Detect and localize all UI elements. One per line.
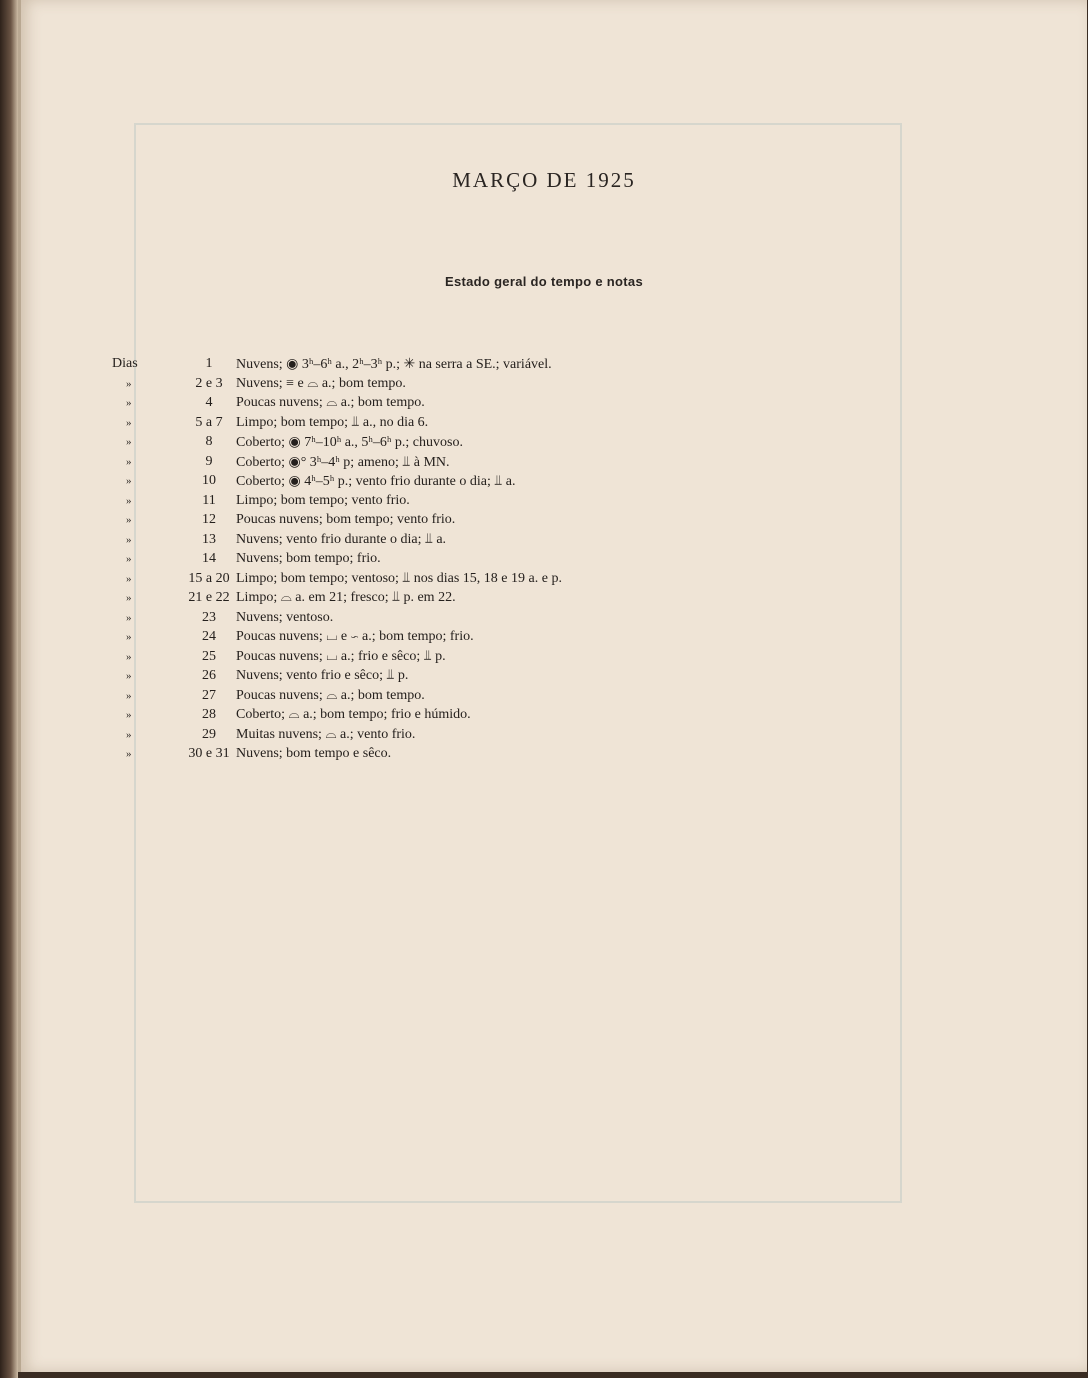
list-item [112,376,712,396]
row-day: 5 a 7 [195,414,223,430]
row-marker: » [126,494,132,507]
row-note: Coberto; ⌓ a.; bom tempo; frio e húmido. [236,707,471,722]
row-marker: » [126,455,132,468]
row-note: Muitas nuvens; ⌓ a.; vento frio. [236,726,416,742]
row-marker: » [126,670,132,682]
list-item [112,590,712,610]
row-marker: » [126,397,132,409]
row-note: Nuvens; ◉ 3ʰ–6ʰ a., 2ʰ–3ʰ p.; ✳ na serra a SE.; variável. [236,357,552,372]
row-day: 1 [205,356,213,371]
row-marker: » [126,514,132,526]
row-note: Limpo; bom tempo; vento frio. [236,492,410,508]
row-day: 27 [202,687,216,703]
row-note: Nuvens; bom tempo e sêco. [236,746,392,761]
row-note: Limpo; bom tempo; ventoso; ⫫ nos dias 15, 18 e 19 a. e p. [236,570,562,586]
row-marker: » [126,475,132,487]
row-note: Coberto; ◉° 3ʰ–4ʰ p; ameno; ⫫ à MN. [236,454,450,470]
row-marker: » [126,533,132,546]
list-item [112,571,712,591]
row-day: 13 [202,531,216,547]
row-note: Poucas nuvens; ⌴ e ∽ a.; bom tempo; frio. [236,629,474,644]
list-item [112,746,712,766]
list-item [112,395,712,415]
row-marker: » [126,377,132,390]
row-marker: Dias [112,356,138,371]
row-note: Nuvens; ventoso. [236,609,334,625]
row-day: 11 [202,492,216,508]
row-note: Poucas nuvens; bom tempo; vento frio. [236,512,456,527]
row-day: 15 a 20 [188,570,230,586]
row-marker: » [126,650,132,663]
list-item [112,649,712,669]
row-note: Poucas nuvens; ⌓ a.; bom tempo. [236,687,425,703]
row-note: Limpo; ⌓ a. em 21; fresco; ⫫ p. em 22. [236,590,456,605]
row-marker: » [126,709,132,721]
row-note: Poucas nuvens; ⌓ a.; bom tempo. [236,395,425,410]
row-day: 14 [202,551,216,566]
row-marker: » [126,416,132,429]
weather-notes-list [112,356,712,766]
row-marker: » [126,631,132,643]
row-note: Nuvens; vento frio durante o dia; ⫫ a. [236,531,447,547]
page-title: MARÇO DE 1925 [452,168,636,192]
row-marker: » [126,689,132,702]
row-marker: » [126,748,132,760]
row-note: Nuvens; bom tempo; frio. [236,551,381,566]
row-note: Limpo; bom tempo; ⫫ a., no dia 6. [236,414,429,430]
row-marker: » [126,572,132,585]
list-item [112,668,712,688]
row-note: Nuvens; ≡ e ⌓ a.; bom tempo. [236,375,406,391]
list-item [112,707,712,727]
row-day: 29 [202,726,216,742]
row-note: Nuvens; vento frio e sêco; ⫫ p. [236,668,409,683]
list-item [112,610,712,630]
book-spine-edge [0,0,18,1378]
row-note: Coberto; ◉ 4ʰ–5ʰ p.; vento frio durante o dia; ⫫ a. [236,474,516,489]
section-subtitle: Estado geral do tempo e notas [445,274,643,289]
row-marker: » [126,611,132,624]
row-marker: » [126,592,132,604]
row-day: 4 [205,395,213,410]
row-note: Poucas nuvens; ⌴ a.; frio e sêco; ⫫ p. [236,648,446,664]
list-item [112,629,712,649]
row-day: 28 [202,707,216,722]
row-day: 24 [202,629,216,644]
list-item [112,512,712,532]
row-day: 26 [202,668,216,683]
list-item [112,473,712,493]
list-item [112,551,712,571]
list-item [112,415,712,435]
list-item [112,688,712,708]
row-marker: » [126,553,132,565]
row-note: Coberto; ◉ 7ʰ–10ʰ a., 5ʰ–6ʰ p.; chuvoso. [236,435,463,450]
row-day: 12 [202,512,216,527]
row-day: 23 [202,609,216,625]
row-day: 21 e 22 [188,590,230,605]
row-day: 30 e 31 [188,746,230,761]
list-item [112,454,712,474]
row-day: 10 [202,473,216,488]
row-day: 25 [202,648,216,664]
row-marker: » [126,728,132,741]
list-item [112,434,712,454]
row-day: 9 [205,453,213,469]
row-day: 2 e 3 [195,375,223,391]
row-marker: » [126,436,132,448]
list-item [112,493,712,513]
list-item [112,727,712,747]
row-day: 8 [205,434,213,449]
list-item [112,532,712,552]
list-item [112,356,712,376]
